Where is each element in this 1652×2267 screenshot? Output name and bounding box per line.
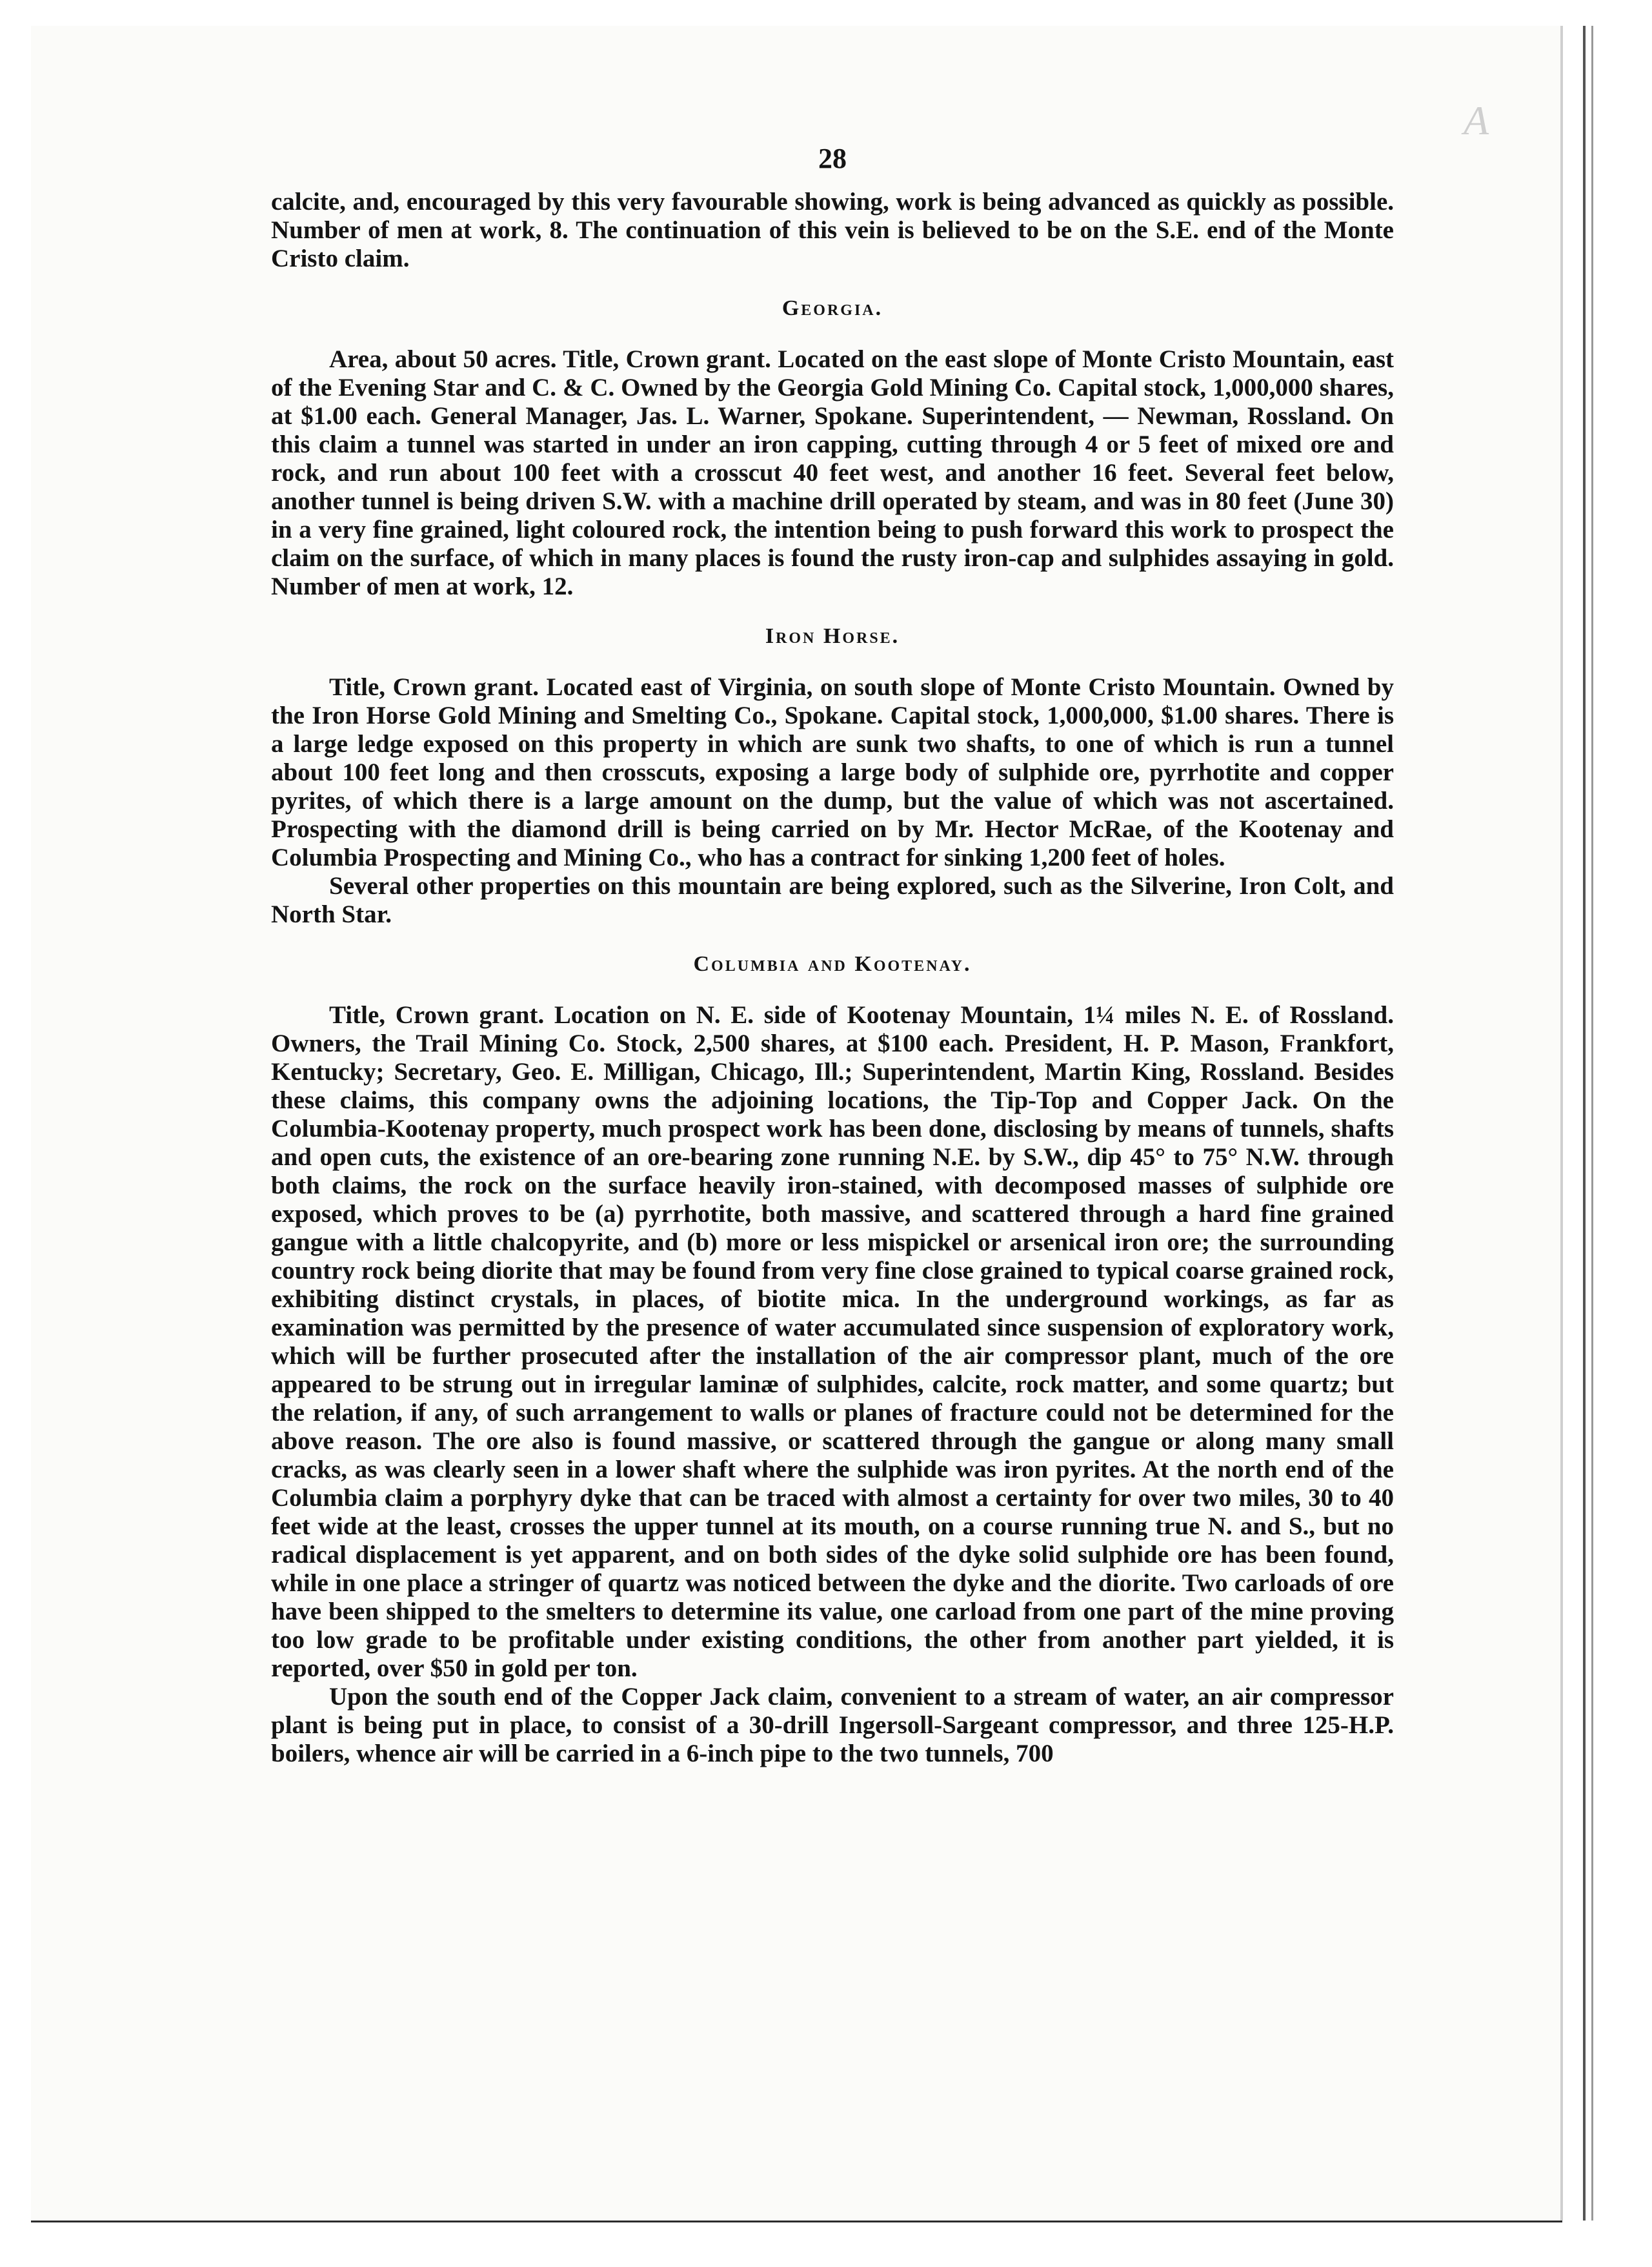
page-number: 28 <box>818 143 847 174</box>
margin-pencil-mark: A <box>1464 97 1489 143</box>
section-heading-columbia-kootenay: Columbia and Kootenay. <box>693 952 972 976</box>
columbia-kootenay-paragraph-2: Upon the south end of the Copper Jack claim, convenient to a stream of water, an air compressor plant is being put in place, to consist of a 30-drill Ingersoll-Sargeant compressor, and three 125-H.P. boilers, whence air will be carried in a 6-inch pipe to the two tunnels, 700 <box>271 1683 1394 1767</box>
page-edge-shadow <box>1560 26 1563 2221</box>
intro-paragraph: calcite, and, encouraged by this very favourable showing, work is being advanced as quickly as possible. Number of men at work, 8. The continuation of this vein is believed to be on the S.E. end of the Monte Cristo claim. <box>271 188 1394 272</box>
georgia-paragraph: Area, about 50 acres. Title, Crown grant. Located on the east slope of Monte Cristo Mountain, east of the Evening Star and C. & C. Owned by the Georgia Gold Mining Co. Capital stock, 1,000,000 shares, at $1.00 each. General Manager, Jas. L. Warner, Spokane. Superintendent, — Newman, Rossland. On this claim a tunnel was started in under an iron capping, cutting through 4 or 5 feet of mixed ore and rock, and run about 100 feet with a crosscut 40 feet west, and another 16 feet. Several feet below, another tunnel is being driven S.W. with a machine drill operated by steam, and was in 80 feet (June 30) in a very fine grained, light coloured rock, the intention being to push forward this work to prospect the claim on the surface, of which in many places is found the rusty iron-cap and sulphides assaying in gold. Number of men at work, 12. <box>271 345 1394 600</box>
document-body <box>271 142 1394 1768</box>
section-heading-georgia: Georgia. <box>781 296 883 320</box>
page-edge-line <box>1583 26 1586 2221</box>
section-heading-iron-horse: Iron Horse. <box>765 624 900 648</box>
page-edge-line-outer <box>1591 26 1593 2221</box>
iron-horse-paragraph-2: Several other properties on this mountain are being explored, such as the Silverine, Iron Colt, and North Star. <box>271 872 1394 928</box>
iron-horse-paragraph-1: Title, Crown grant. Located east of Virginia, on south slope of Monte Cristo Mountain. Owned by the Iron Horse Gold Mining and Smelting Co., Spokane. Capital stock, 1,000,000, $1.00 shares. There is a large ledge exposed on this property in which are sunk two shafts, to one of which is run a tunnel about 100 feet long and then crosscuts, exposing a large body of sulphide ore, pyrrhotite and copper pyrites, of which there is a large amount on the dump, but the value of which was not ascertained. Prospecting with the diamond drill is being carried on by Mr. Hector McRae, of the Kootenay and Columbia Prospecting and Mining Co., who has a contract for sinking 1,200 feet of holes. <box>271 673 1394 871</box>
columbia-kootenay-paragraph-1: Title, Crown grant. Location on N. E. side of Kootenay Mountain, 1¼ miles N. E. of Rossland. Owners, the Trail Mining Co. Stock, 2,500 shares, at $100 each. President, H. P. Mason, Frankfort, Kentucky; Secretary, Geo. E. Milligan, Chicago, Ill.; Superintendent, Martin King, Rossland. Besides these claims, this company owns the adjoining locations, the Tip-Top and Copper Jack. On the Columbia-Kootenay property, much prospect work has been done, disclosing by means of tunnels, shafts and open cuts, the existence of an ore-bearing zone running N.E. by S.W., dip 45° to 75° N.W. through both claims, the rock on the surface heavily iron-stained, with decomposed masses of sulphide ore exposed, which proves to be (a) pyrrhotite, both massive, and scattered through a hard fine grained gangue with a little chalcopyrite, and (b) more or less mispickel or arsenical iron ore; the surrounding country rock being diorite that may be found from very fine close grained to typical coarse grained rock, exhibiting distinct crystals, in places, of biotite mica. In the underground workings, as far as examination was permitted by the presence of water accumulated since suspension of exploratory work, which will be further prosecuted after the installation of the air compressor plant, much of the ore appeared to be strung out in irregular laminæ of sulphides, calcite, rock matter, and some quartz; but the relation, if any, of such arrangement to walls or planes of fracture could not be determined for the above reason. The ore also is found massive, or scattered through the gangue or along many small cracks, as was clearly seen in a lower shaft where the sulphide was iron pyrites. At the north end of the Columbia claim a porphyry dyke that can be traced with almost a certainty for over two miles, 30 to 40 feet wide at the least, crosses the upper tunnel at its mouth, on a course running true N. and S., but no radical displacement is yet apparent, and on both sides of the dyke solid sulphide ore has been found, while in one place a stringer of quartz was noticed between the dyke and the diorite. Two carloads of ore have been shipped to the smelters to determine its value, one carload from one part of the mine proving too low grade to be profitable under existing conditions, the other from another part yielded, it is reported, over $50 in gold per ton. <box>271 1001 1394 1682</box>
